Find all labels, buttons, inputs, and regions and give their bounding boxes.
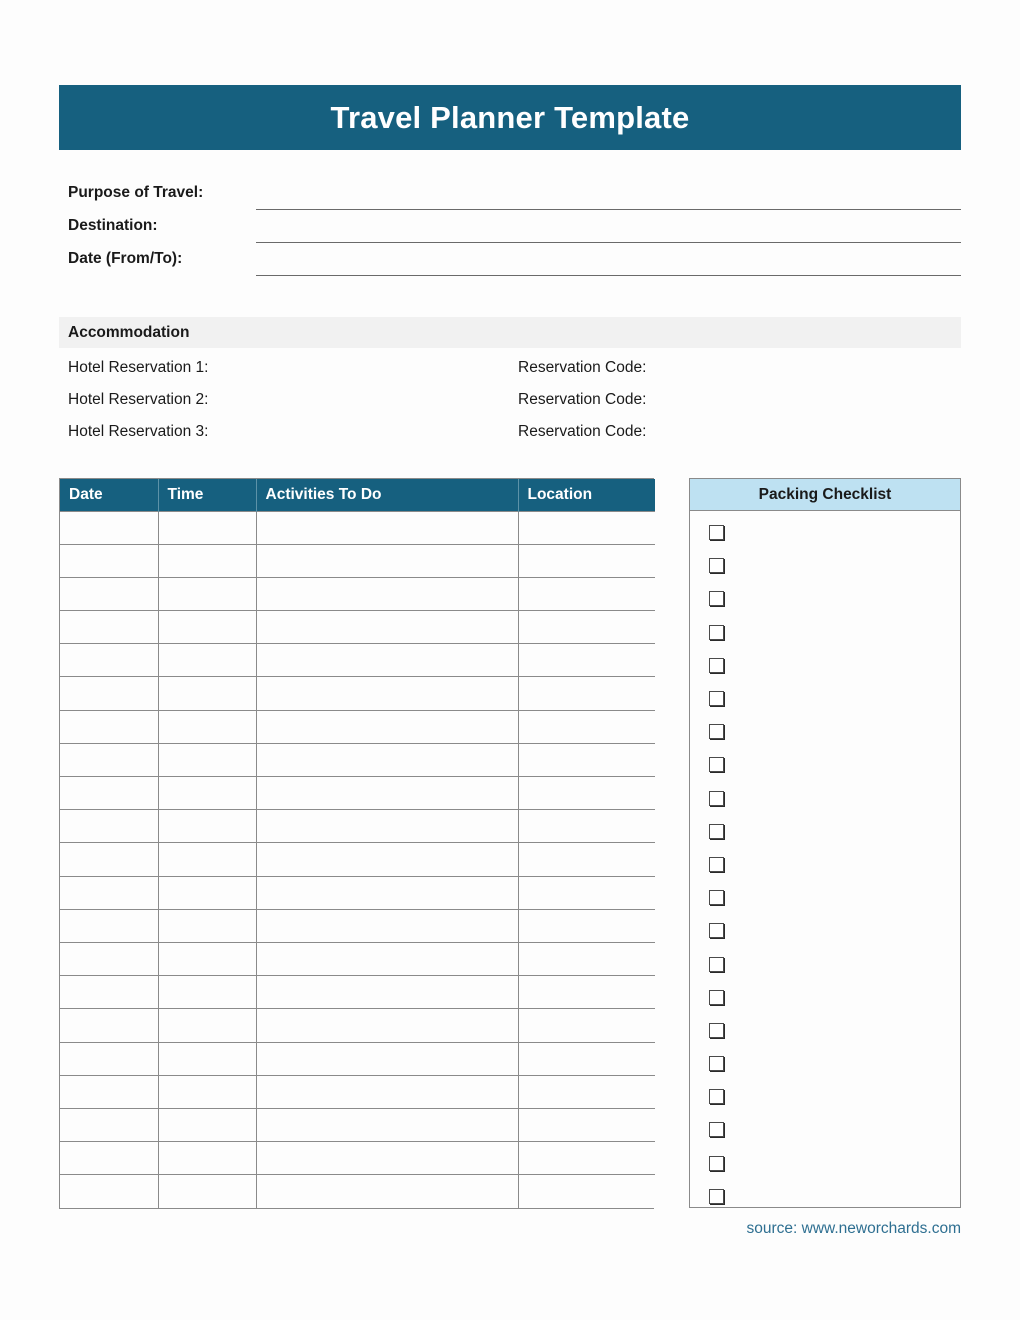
accommodation-rows bbox=[59, 352, 961, 448]
list-item bbox=[690, 516, 960, 549]
itinerary-cell[interactable] bbox=[518, 611, 655, 644]
table-row bbox=[60, 1142, 655, 1175]
accommodation-section-title: Accommodation bbox=[68, 323, 190, 341]
itinerary-cell[interactable] bbox=[60, 1009, 158, 1042]
itinerary-cell[interactable] bbox=[256, 1108, 518, 1141]
itinerary-cell[interactable] bbox=[158, 810, 256, 843]
table-row bbox=[60, 1075, 655, 1108]
checkbox-icon[interactable] bbox=[709, 923, 724, 938]
itinerary-cell[interactable] bbox=[518, 1142, 655, 1175]
column-header-date[interactable]: Date bbox=[60, 479, 158, 511]
itinerary-cell[interactable] bbox=[518, 1009, 655, 1042]
itinerary-cell[interactable] bbox=[158, 976, 256, 1009]
itinerary-cell[interactable] bbox=[256, 710, 518, 743]
list-item bbox=[690, 682, 960, 715]
itinerary-cell[interactable] bbox=[518, 644, 655, 677]
label-purpose-of-travel: Purpose of Travel: bbox=[68, 184, 204, 201]
checkbox-icon[interactable] bbox=[709, 990, 724, 1005]
table-row bbox=[60, 777, 655, 810]
label-destination: Destination: bbox=[68, 217, 158, 234]
itinerary-cell[interactable] bbox=[518, 810, 655, 843]
table-row bbox=[60, 644, 655, 677]
list-item bbox=[690, 848, 960, 881]
itinerary-cell[interactable] bbox=[518, 876, 655, 909]
itinerary-cell[interactable] bbox=[158, 942, 256, 975]
itinerary-cell[interactable] bbox=[158, 909, 256, 942]
itinerary-cell[interactable] bbox=[518, 777, 655, 810]
list-item bbox=[690, 748, 960, 781]
itinerary-cell[interactable] bbox=[60, 1142, 158, 1175]
packing-checklist-header bbox=[690, 479, 960, 511]
itinerary-cell[interactable] bbox=[60, 577, 158, 610]
itinerary-cell[interactable] bbox=[518, 677, 655, 710]
checkbox-icon[interactable] bbox=[709, 724, 724, 739]
trip-details-form bbox=[59, 183, 961, 282]
itinerary-cell[interactable] bbox=[518, 743, 655, 776]
itinerary-cell[interactable] bbox=[158, 710, 256, 743]
packing-checklist-title: Packing Checklist bbox=[758, 485, 892, 503]
column-header-location[interactable]: Location bbox=[518, 479, 655, 511]
itinerary-cell[interactable] bbox=[256, 743, 518, 776]
itinerary-cell[interactable] bbox=[256, 511, 518, 544]
itinerary-cell[interactable] bbox=[60, 777, 158, 810]
accommodation-section-band bbox=[59, 317, 961, 348]
table-row bbox=[60, 1042, 655, 1075]
itinerary-cell[interactable] bbox=[60, 544, 158, 577]
label-hotel-reservation-3[interactable]: Hotel Reservation 3: bbox=[68, 423, 209, 440]
itinerary-cell[interactable] bbox=[518, 1108, 655, 1141]
itinerary-cell[interactable] bbox=[158, 677, 256, 710]
list-item bbox=[690, 1047, 960, 1080]
checkbox-icon[interactable] bbox=[709, 691, 724, 706]
itinerary-cell[interactable] bbox=[158, 1042, 256, 1075]
itinerary-cell[interactable] bbox=[256, 1175, 518, 1208]
list-item bbox=[690, 1014, 960, 1047]
list-item bbox=[690, 1113, 960, 1146]
itinerary-cell[interactable] bbox=[256, 777, 518, 810]
packing-checklist-panel bbox=[689, 478, 961, 1208]
itinerary-cell[interactable] bbox=[60, 942, 158, 975]
table-row bbox=[60, 942, 655, 975]
itinerary-header-row bbox=[60, 479, 655, 511]
checkbox-icon[interactable] bbox=[709, 658, 724, 673]
table-row bbox=[60, 677, 655, 710]
itinerary-cell[interactable] bbox=[518, 1075, 655, 1108]
itinerary-cell[interactable] bbox=[256, 677, 518, 710]
checkbox-icon[interactable] bbox=[709, 558, 724, 573]
itinerary-cell[interactable] bbox=[518, 577, 655, 610]
itinerary-cell[interactable] bbox=[60, 976, 158, 1009]
input-purpose-of-travel[interactable] bbox=[256, 183, 961, 210]
list-item bbox=[690, 815, 960, 848]
list-item bbox=[690, 782, 960, 815]
itinerary-cell[interactable] bbox=[256, 909, 518, 942]
label-date-from-to: Date (From/To): bbox=[68, 250, 183, 267]
column-header-activities[interactable]: Activities To Do bbox=[256, 479, 518, 511]
itinerary-cell[interactable] bbox=[158, 644, 256, 677]
itinerary-cell[interactable] bbox=[256, 1075, 518, 1108]
label-reservation-code-3[interactable]: Reservation Code: bbox=[518, 423, 647, 440]
itinerary-cell[interactable] bbox=[518, 843, 655, 876]
itinerary-cell[interactable] bbox=[518, 942, 655, 975]
itinerary-cell[interactable] bbox=[256, 611, 518, 644]
checkbox-icon[interactable] bbox=[709, 1189, 724, 1204]
itinerary-cell[interactable] bbox=[60, 909, 158, 942]
table-row bbox=[60, 577, 655, 610]
itinerary-cell[interactable] bbox=[158, 843, 256, 876]
itinerary-cell[interactable] bbox=[256, 1142, 518, 1175]
itinerary-cell[interactable] bbox=[256, 544, 518, 577]
checkbox-icon[interactable] bbox=[709, 857, 724, 872]
itinerary-cell[interactable] bbox=[256, 942, 518, 975]
checkbox-icon[interactable] bbox=[709, 1156, 724, 1171]
itinerary-cell[interactable] bbox=[518, 544, 655, 577]
label-reservation-code-2[interactable]: Reservation Code: bbox=[518, 391, 647, 408]
itinerary-cell[interactable] bbox=[256, 644, 518, 677]
table-row bbox=[60, 1108, 655, 1141]
list-item bbox=[690, 981, 960, 1014]
itinerary-cell[interactable] bbox=[256, 1042, 518, 1075]
checkbox-icon[interactable] bbox=[709, 957, 724, 972]
itinerary-cell[interactable] bbox=[60, 743, 158, 776]
page-title: Travel Planner Template bbox=[330, 99, 690, 135]
itinerary-cell[interactable] bbox=[158, 777, 256, 810]
table-row bbox=[60, 843, 655, 876]
itinerary-body bbox=[60, 511, 655, 1208]
list-item bbox=[690, 649, 960, 682]
itinerary-cell[interactable] bbox=[518, 710, 655, 743]
itinerary-cell[interactable] bbox=[158, 1108, 256, 1141]
itinerary-cell[interactable] bbox=[518, 976, 655, 1009]
itinerary-cell[interactable] bbox=[60, 1042, 158, 1075]
checkbox-icon[interactable] bbox=[709, 824, 724, 839]
table-row bbox=[60, 810, 655, 843]
itinerary-cell[interactable] bbox=[158, 1175, 256, 1208]
itinerary-cell[interactable] bbox=[158, 544, 256, 577]
itinerary-cell[interactable] bbox=[256, 810, 518, 843]
itinerary-cell[interactable] bbox=[256, 976, 518, 1009]
checkbox-icon[interactable] bbox=[709, 1056, 724, 1071]
itinerary-table bbox=[59, 478, 654, 1209]
itinerary-cell[interactable] bbox=[518, 909, 655, 942]
list-item bbox=[690, 549, 960, 582]
itinerary-cell[interactable] bbox=[256, 1009, 518, 1042]
itinerary-cell[interactable] bbox=[158, 511, 256, 544]
itinerary-cell[interactable] bbox=[60, 511, 158, 544]
itinerary-cell[interactable] bbox=[158, 611, 256, 644]
table-row bbox=[60, 1175, 655, 1208]
input-destination[interactable] bbox=[256, 216, 961, 243]
checkbox-icon[interactable] bbox=[709, 890, 724, 905]
checkbox-icon[interactable] bbox=[709, 525, 724, 540]
checkbox-icon[interactable] bbox=[709, 625, 724, 640]
itinerary-cell[interactable] bbox=[60, 611, 158, 644]
table-row bbox=[60, 876, 655, 909]
source-attribution: source: www.neworchards.com bbox=[746, 1220, 961, 1237]
column-header-time[interactable]: Time bbox=[158, 479, 256, 511]
checkbox-icon[interactable] bbox=[709, 1089, 724, 1104]
label-reservation-code-1[interactable]: Reservation Code: bbox=[518, 359, 647, 376]
table-row bbox=[60, 611, 655, 644]
table-row bbox=[60, 544, 655, 577]
itinerary-cell[interactable] bbox=[158, 1009, 256, 1042]
itinerary-cell[interactable] bbox=[158, 876, 256, 909]
itinerary-cell[interactable] bbox=[60, 710, 158, 743]
itinerary-cell[interactable] bbox=[60, 1108, 158, 1141]
checkbox-icon[interactable] bbox=[709, 791, 724, 806]
itinerary-cell[interactable] bbox=[158, 1075, 256, 1108]
checkbox-icon[interactable] bbox=[709, 1023, 724, 1038]
list-item bbox=[690, 881, 960, 914]
accommodation-row bbox=[59, 384, 961, 416]
document-title-banner bbox=[59, 85, 961, 150]
list-item bbox=[690, 1180, 960, 1213]
list-item bbox=[690, 1147, 960, 1180]
accommodation-row bbox=[59, 352, 961, 384]
table-row bbox=[60, 1009, 655, 1042]
list-item bbox=[690, 947, 960, 980]
list-item bbox=[690, 1080, 960, 1113]
itinerary-cell[interactable] bbox=[60, 644, 158, 677]
form-row-destination bbox=[59, 216, 961, 249]
itinerary-cell[interactable] bbox=[60, 1075, 158, 1108]
itinerary-cell[interactable] bbox=[256, 876, 518, 909]
checkbox-icon[interactable] bbox=[709, 591, 724, 606]
label-hotel-reservation-1[interactable]: Hotel Reservation 1: bbox=[68, 359, 209, 376]
itinerary-cell[interactable] bbox=[60, 1175, 158, 1208]
itinerary-cell[interactable] bbox=[60, 876, 158, 909]
itinerary-cell[interactable] bbox=[518, 1175, 655, 1208]
itinerary-cell[interactable] bbox=[518, 511, 655, 544]
accommodation-row bbox=[59, 416, 961, 448]
packing-checklist-body bbox=[690, 511, 960, 1213]
table-row bbox=[60, 909, 655, 942]
itinerary-cell[interactable] bbox=[60, 677, 158, 710]
list-item bbox=[690, 616, 960, 649]
label-hotel-reservation-2[interactable]: Hotel Reservation 2: bbox=[68, 391, 209, 408]
list-item bbox=[690, 715, 960, 748]
form-row-date-range bbox=[59, 249, 961, 282]
itinerary-cell[interactable] bbox=[518, 1042, 655, 1075]
checkbox-icon[interactable] bbox=[709, 1122, 724, 1137]
list-item bbox=[690, 582, 960, 615]
itinerary-cell[interactable] bbox=[158, 1142, 256, 1175]
table-row bbox=[60, 511, 655, 544]
list-item bbox=[690, 914, 960, 947]
form-row-purpose bbox=[59, 183, 961, 216]
itinerary-cell[interactable] bbox=[256, 577, 518, 610]
table-row bbox=[60, 743, 655, 776]
itinerary-cell[interactable] bbox=[158, 743, 256, 776]
checkbox-icon[interactable] bbox=[709, 757, 724, 772]
itinerary-cell[interactable] bbox=[60, 843, 158, 876]
table-row bbox=[60, 710, 655, 743]
itinerary-cell[interactable] bbox=[158, 577, 256, 610]
itinerary-cell[interactable] bbox=[256, 843, 518, 876]
input-date-from-to[interactable] bbox=[256, 249, 961, 276]
table-row bbox=[60, 976, 655, 1009]
itinerary-cell[interactable] bbox=[60, 810, 158, 843]
